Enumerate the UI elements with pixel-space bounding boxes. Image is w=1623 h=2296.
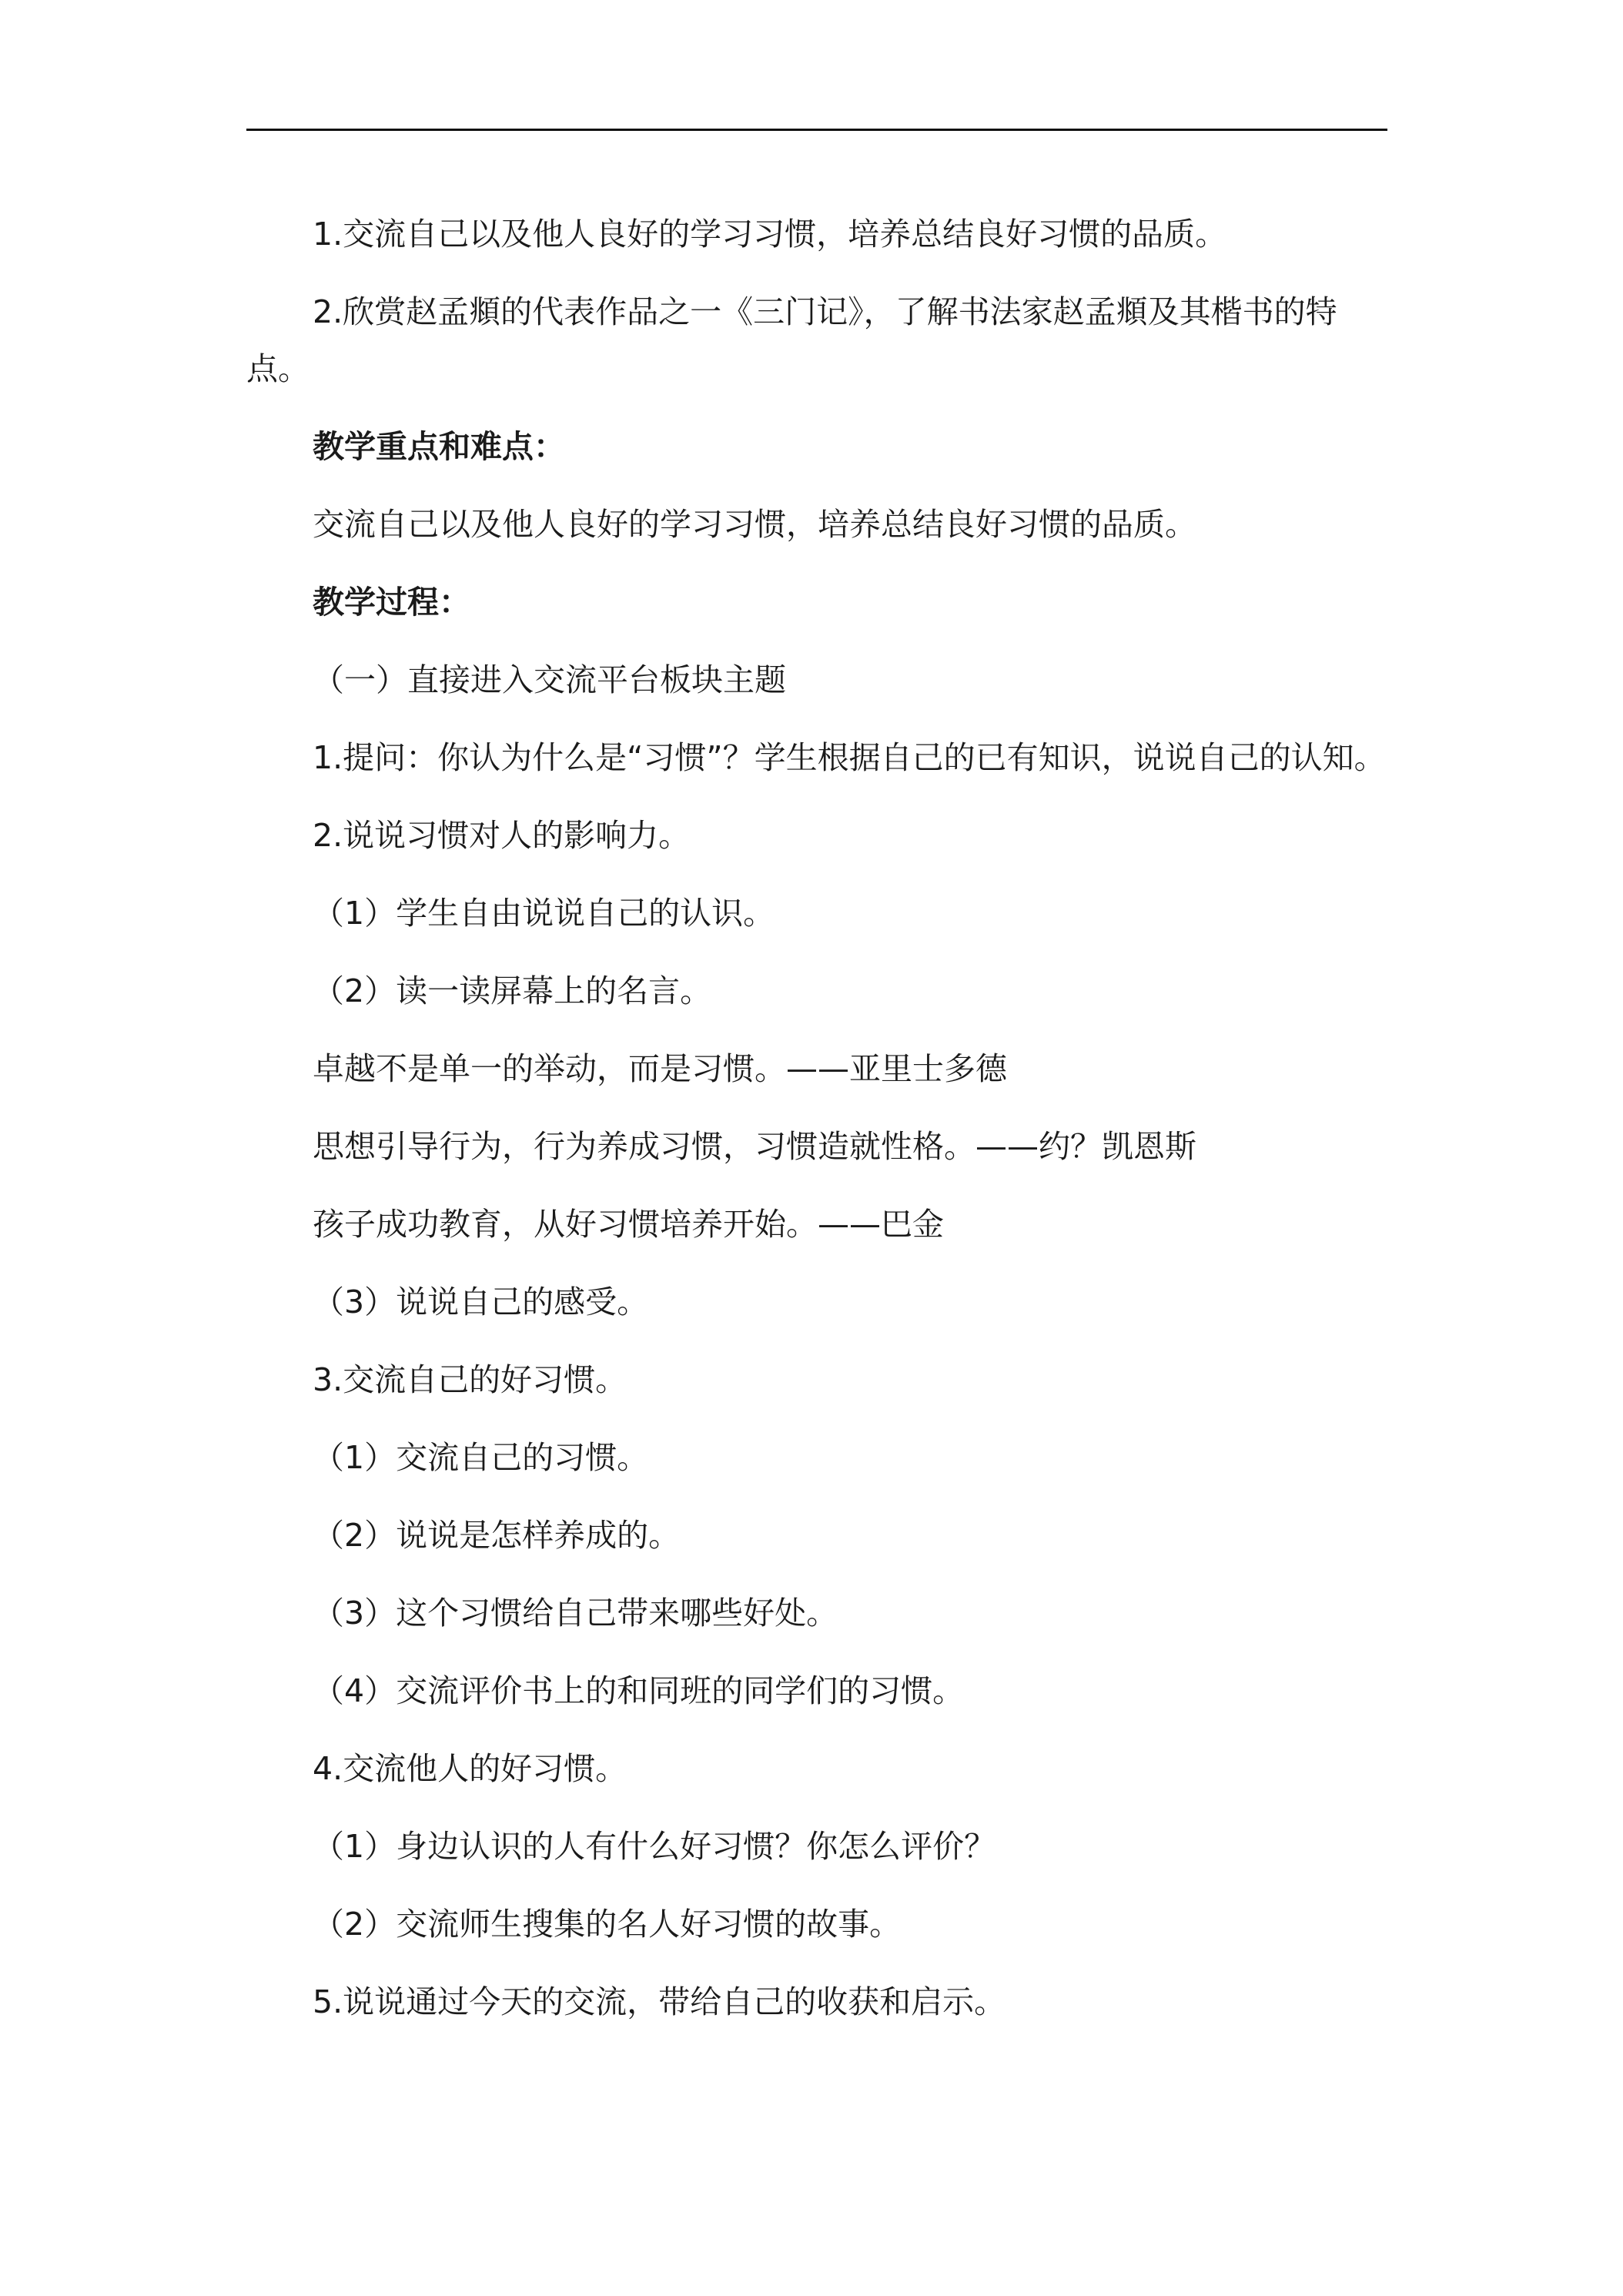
quote-bajin: 孩子成功教育，从好习惯培养开始。——巴金 [313,1206,944,1243]
step-2-sub-2: （2）读一读屏幕上的名言。 [313,972,712,1009]
step-2-sub-3: （3）说说自己的感受。 [313,1284,649,1320]
section-1-title: （一）直接进入交流平台板块主题 [313,661,786,698]
step-3-sub-4: （4）交流评价书上的和同班的同学们的习惯。 [313,1672,965,1709]
step-3-sub-3: （3）这个习惯给自己带来哪些好处。 [313,1595,838,1632]
step-4-sub-1: （1）身边认识的人有什么好习惯？你怎么评价？ [313,1828,996,1865]
step-3: 3.交流自己的好习惯。 [313,1361,627,1398]
step-3-sub-2: （2）说说是怎样养成的。 [313,1517,681,1554]
document-body [246,206,1387,2051]
step-2-sub-1: （1）学生自由说说自己的认识。 [313,895,775,932]
quote-keynes: 思想引导行为，行为养成习惯，习惯造就性格。——约？凯恩斯 [313,1128,1196,1165]
step-4-sub-2: （2）交流师生搜集的名人好习惯的故事。 [313,1906,902,1943]
objective-2: 2.欣赏赵孟頫的代表作品之一《三门记》，了解书法家赵孟頫及其楷书的特点。 [246,293,1337,387]
step-1: 1.提问：你认为什么是“习惯”？学生根据自己的已有知识，说说自己的认知。 [313,739,1386,776]
quote-aristotle: 卓越不是单一的举动，而是习惯。——亚里士多德 [313,1050,1007,1087]
header-rule [246,129,1387,131]
step-2: 2.说说习惯对人的影响力。 [313,817,691,854]
heading-teaching-process: 教学过程： [313,584,470,621]
step-5: 5.说说通过今天的交流，带给自己的收获和启示。 [313,1983,1006,2020]
heading-key-points: 教学重点和难点： [313,428,565,465]
objective-1: 1.交流自己以及他人良好的学习习惯，培养总结良好习惯的品质。 [313,216,1227,253]
step-3-sub-1: （1）交流自己的习惯。 [313,1439,649,1476]
key-points-text: 交流自己以及他人良好的学习习惯，培养总结良好习惯的品质。 [313,506,1196,543]
step-4: 4.交流他人的好习惯。 [313,1750,627,1787]
